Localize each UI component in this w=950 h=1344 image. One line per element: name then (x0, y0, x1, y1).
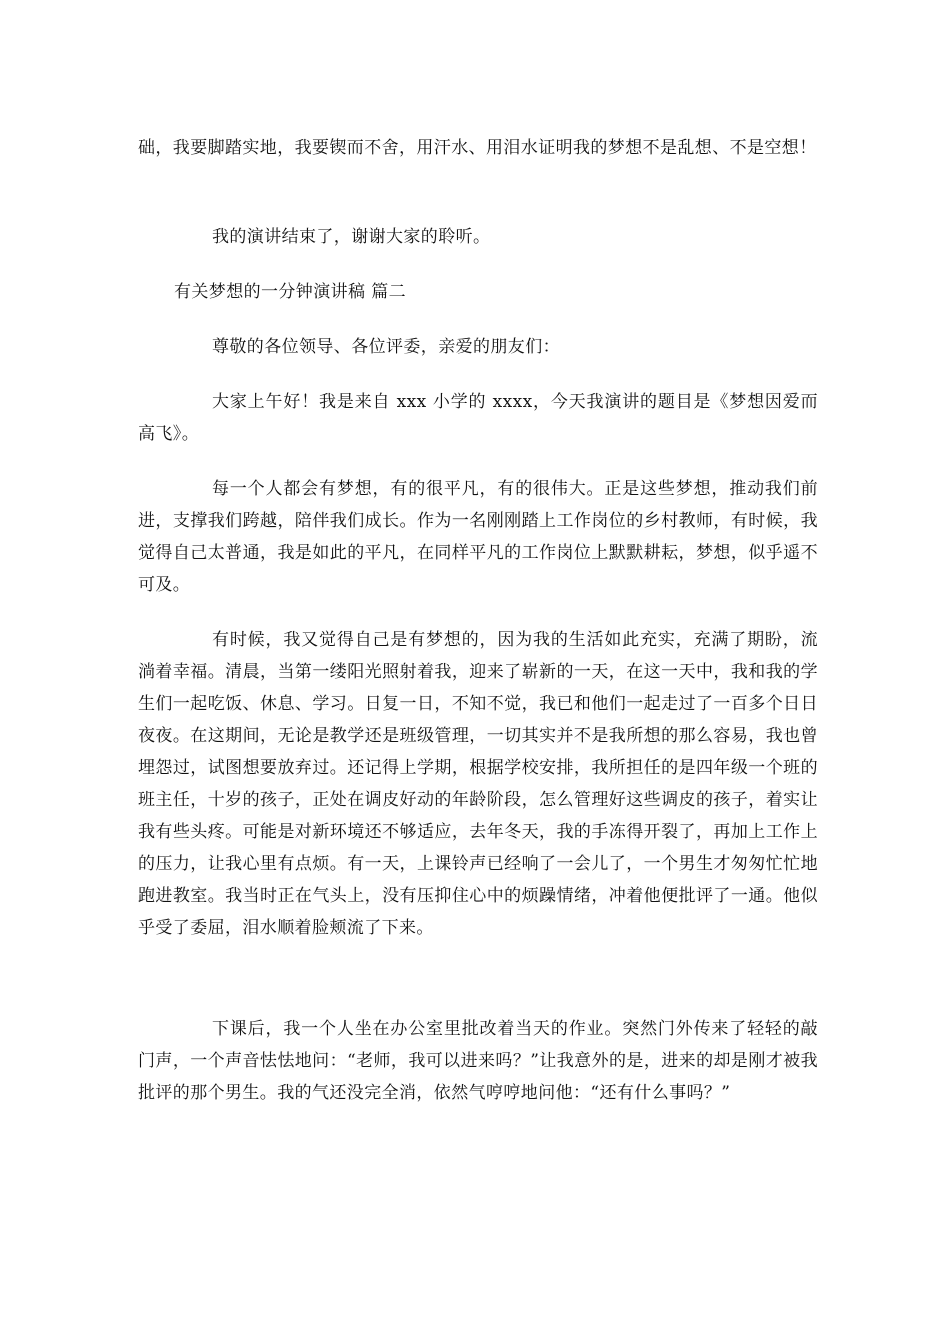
paragraph-greeting: 大家上午好！我是来自 xxx 小学的 xxxx，今天我演讲的题目是《梦想因爱而高飞》。 (138, 392, 818, 444)
section-heading: 有关梦想的一分钟演讲稿 篇二 (174, 282, 407, 302)
paragraph-after-class: 下课后，我一个人坐在办公室里批改着当天的作业。突然门外传来了轻轻的敲门声，一个声音怯怯地问：“老师，我可以进来吗？”让我意外的是，进来的却是刚才被我批评的那个男生。我的气还没完全消，依然气哼哼地问他：“还有什么事吗？” (138, 1019, 818, 1103)
paragraph-story: 有时候，我又觉得自己是有梦想的，因为我的生活如此充实，充满了期盼，流淌着幸福。清晨，当第一缕阳光照射着我，迎来了崭新的一天，在这一天中，我和我的学生们一起吃饭、休息、学习。日复一日，不知不觉，我已和他们一起走过了一百多个日日夜夜。在这期间，无论是教学还是班级管理，一切其实并不是我所想的那么容易，我也曾埋怨过，试图想要放弃过。还记得上学期，根据学校安排，我所担任的是四年级一个班的班主任，十岁的孩子，正处在调皮好动的年龄阶段，怎么管理好这些调皮的孩子，着实让我有些头疼。可能是对新环境还不够适应，去年冬天，我的手冻得开裂了，再加上工作上的压力，让我心里有点烦。有一天，上课铃声已经响了一会儿了，一个男生才匆匆忙忙地跑进教室。我当时正在气头上，没有压抑住心中的烦躁情绪，冲着他便批评了一通。他似乎受了委屈，泪水顺着脸颊流了下来。 (138, 630, 818, 938)
paragraph-continuation: 础，我要脚踏实地，我要锲而不舍，用汗水、用泪水证明我的梦想不是乱想、不是空想！ (138, 138, 817, 158)
paragraph-closing: 我的演讲结束了，谢谢大家的聆听。 (212, 227, 491, 247)
paragraph-dreams: 每一个人都会有梦想，有的很平凡，有的很伟大。正是这些梦想，推动我们前进，支撑我们跨越，陪伴我们成长。作为一名刚刚踏上工作岗位的乡村教师，有时候，我觉得自己太普通，我是如此的平凡，在同样平凡的工作岗位上默默耕耘，梦想，似乎遥不可及。 (138, 479, 818, 595)
paragraph-salutation: 尊敬的各位领导、各位评委，亲爱的朋友们： (212, 337, 560, 357)
